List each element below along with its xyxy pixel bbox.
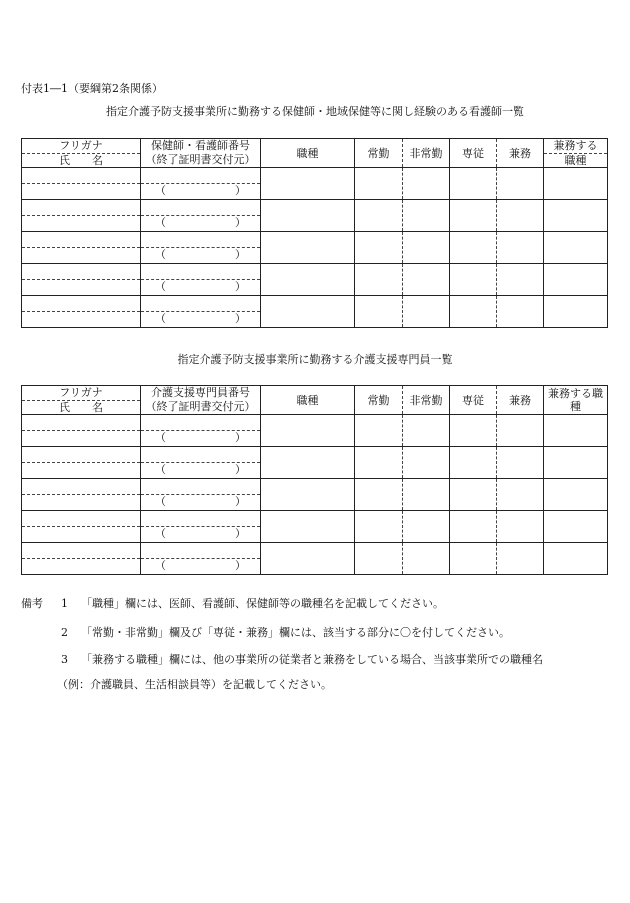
name-field[interactable] xyxy=(22,280,140,295)
table-row xyxy=(22,543,608,575)
name-field[interactable] xyxy=(22,248,140,263)
concurrent-header: 兼務 xyxy=(497,139,544,168)
name-field[interactable] xyxy=(22,216,140,231)
issuer-field[interactable] xyxy=(141,280,260,294)
paren-close: ） xyxy=(235,280,246,293)
part-time-field[interactable] xyxy=(403,511,450,543)
concurrent-field[interactable] xyxy=(497,479,544,511)
job-type-field[interactable] xyxy=(261,511,355,543)
other-job-field[interactable] xyxy=(544,296,608,328)
table-row xyxy=(22,296,608,328)
furigana-field[interactable] xyxy=(22,200,140,216)
note-1-number: 1 xyxy=(61,597,68,610)
table-row xyxy=(22,200,608,232)
job-type-field[interactable] xyxy=(261,447,355,479)
furigana-field[interactable] xyxy=(22,447,140,463)
name-field[interactable] xyxy=(22,527,140,542)
furigana-field[interactable] xyxy=(22,543,140,559)
paren-open: （ xyxy=(155,216,166,229)
paren-open: （ xyxy=(155,463,166,476)
name-field[interactable] xyxy=(22,559,140,574)
exclusive-header: 専従 xyxy=(450,139,497,168)
furigana-field[interactable] xyxy=(22,296,140,312)
full-time-field[interactable] xyxy=(355,200,403,232)
job-type-field[interactable] xyxy=(261,232,355,264)
exclusive-field[interactable] xyxy=(450,479,497,511)
issuer-field[interactable] xyxy=(141,431,260,445)
paren-open: （ xyxy=(155,248,166,261)
name-header: 氏 名 xyxy=(59,154,103,167)
exclusive-field[interactable] xyxy=(450,296,497,328)
full-time-field[interactable] xyxy=(355,232,403,264)
full-time-field[interactable] xyxy=(355,479,403,511)
name-header: 氏 名 xyxy=(59,401,103,414)
paren-close: ） xyxy=(235,184,246,197)
paren-close: ） xyxy=(235,463,246,476)
furigana-field[interactable] xyxy=(22,168,140,184)
table-row xyxy=(22,232,608,264)
issuer-field[interactable] xyxy=(141,527,260,541)
other-job-field[interactable] xyxy=(544,200,608,232)
issuer-field[interactable] xyxy=(141,184,260,198)
exclusive-field[interactable] xyxy=(450,168,497,200)
other-job-header-top: 兼務する xyxy=(544,139,607,154)
name-field[interactable] xyxy=(22,463,140,478)
paren-open: （ xyxy=(155,495,166,508)
exclusive-field[interactable] xyxy=(450,415,497,447)
furigana-field[interactable] xyxy=(22,479,140,495)
part-time-field[interactable] xyxy=(403,168,450,200)
name-field[interactable] xyxy=(22,495,140,510)
issuer-field[interactable] xyxy=(141,248,260,262)
license-number-field[interactable] xyxy=(141,200,260,216)
paren-open: （ xyxy=(155,184,166,197)
concurrent-field[interactable] xyxy=(497,264,544,296)
issuer-field[interactable] xyxy=(141,495,260,509)
paren-close: ） xyxy=(235,527,246,540)
name-field[interactable] xyxy=(22,184,140,199)
part-time-field[interactable] xyxy=(403,296,450,328)
issuer-field[interactable] xyxy=(141,559,260,573)
job-type-field[interactable] xyxy=(261,479,355,511)
job-type-field[interactable] xyxy=(261,415,355,447)
table-header-row xyxy=(22,386,608,415)
exclusive-field[interactable] xyxy=(450,543,497,575)
certificate-issuer-header: （終了証明書交付元） xyxy=(145,400,256,413)
paren-open: （ xyxy=(155,527,166,540)
concurrent-field[interactable] xyxy=(497,415,544,447)
license-number-field[interactable] xyxy=(141,447,260,463)
full-time-field[interactable] xyxy=(355,511,403,543)
paren-close: ） xyxy=(235,216,246,229)
table-row xyxy=(22,479,608,511)
concurrent-field[interactable] xyxy=(497,543,544,575)
concurrent-field[interactable] xyxy=(497,200,544,232)
table-header-row xyxy=(22,139,608,168)
exclusive-field[interactable] xyxy=(450,200,497,232)
exclusive-header: 専従 xyxy=(450,386,497,415)
concurrent-field[interactable] xyxy=(497,296,544,328)
table-row xyxy=(22,511,608,543)
care-manager-table xyxy=(21,385,608,575)
part-time-field[interactable] xyxy=(403,447,450,479)
job-type-header: 職種 xyxy=(261,386,355,415)
issuer-field[interactable] xyxy=(141,463,260,477)
exclusive-field[interactable] xyxy=(450,232,497,264)
job-type-field[interactable] xyxy=(261,264,355,296)
table2-title: 指定介護予防支援事業所に勤務する介護支援専門員一覧 xyxy=(177,353,453,366)
table-row xyxy=(22,264,608,296)
other-job-field[interactable] xyxy=(544,479,608,511)
paren-open: （ xyxy=(155,559,166,572)
exclusive-field[interactable] xyxy=(450,264,497,296)
form-label: 付表1―1（要綱第2条関係） xyxy=(21,82,163,95)
job-type-field[interactable] xyxy=(261,543,355,575)
full-time-field[interactable] xyxy=(355,415,403,447)
concurrent-header: 兼務 xyxy=(497,386,544,415)
license-number-field[interactable] xyxy=(141,264,260,280)
license-number-field[interactable] xyxy=(141,511,260,527)
concurrent-field[interactable] xyxy=(497,447,544,479)
furigana-field[interactable] xyxy=(22,232,140,248)
other-job-field[interactable] xyxy=(544,543,608,575)
full-time-field[interactable] xyxy=(355,168,403,200)
concurrent-field[interactable] xyxy=(497,168,544,200)
paren-close: ） xyxy=(235,431,246,444)
manager-number-header: 介護支援専門員番号 xyxy=(151,386,250,399)
name-field[interactable] xyxy=(22,431,140,446)
full-time-header: 常勤 xyxy=(355,139,403,168)
full-time-field[interactable] xyxy=(355,264,403,296)
certificate-issuer-header: （終了証明書交付元） xyxy=(145,153,256,166)
paren-close: ） xyxy=(235,559,246,572)
license-number-field[interactable] xyxy=(141,232,260,248)
furigana-header: フリガナ xyxy=(22,386,140,401)
other-job-field[interactable] xyxy=(544,447,608,479)
paren-open: （ xyxy=(155,312,166,325)
license-number-header: 保健師・看護師番号 xyxy=(151,139,250,152)
part-time-field[interactable] xyxy=(403,232,450,264)
concurrent-field[interactable] xyxy=(497,232,544,264)
name-field[interactable] xyxy=(22,312,140,327)
part-time-header: 非常勤 xyxy=(403,139,450,168)
other-job-field[interactable] xyxy=(544,264,608,296)
furigana-field[interactable] xyxy=(22,264,140,280)
furigana-field[interactable] xyxy=(22,415,140,431)
concurrent-field[interactable] xyxy=(497,511,544,543)
full-time-field[interactable] xyxy=(355,543,403,575)
note-3-number: 3 xyxy=(61,653,68,666)
other-job-field[interactable] xyxy=(544,511,608,543)
table-row xyxy=(22,168,608,200)
table-row xyxy=(22,415,608,447)
paren-close: ） xyxy=(235,248,246,261)
paren-close: ） xyxy=(235,495,246,508)
note-3-text: 「兼務する職種」欄には、他の事業所の従業者と兼務をしている場合、当該事業所での職種名 xyxy=(81,653,543,666)
issuer-field[interactable] xyxy=(141,216,260,230)
other-job-field[interactable] xyxy=(544,232,608,264)
license-number-field[interactable] xyxy=(141,479,260,495)
other-job-header: 兼務する職種 xyxy=(544,386,608,415)
full-time-header: 常勤 xyxy=(355,386,403,415)
part-time-field[interactable] xyxy=(403,479,450,511)
issuer-field[interactable] xyxy=(141,312,260,326)
part-time-field[interactable] xyxy=(403,200,450,232)
table1-title: 指定介護予防支援事業所に勤務する保健師・地域保健等に関し経験のある看護師一覧 xyxy=(106,105,524,118)
paren-open: （ xyxy=(155,431,166,444)
exclusive-field[interactable] xyxy=(450,511,497,543)
license-number-field[interactable] xyxy=(141,415,260,431)
note-2-text: 「常勤・非常勤」欄及び「専従・兼務」欄には、該当する部分に〇を付してください。 xyxy=(81,626,510,639)
note-3-continuation: （例：介護職員、生活相談員等）を記載してください。 xyxy=(57,678,332,691)
job-type-field[interactable] xyxy=(261,200,355,232)
note-2-number: 2 xyxy=(61,626,68,639)
exclusive-field[interactable] xyxy=(450,447,497,479)
notes-label: 備考 xyxy=(21,597,43,610)
part-time-header: 非常勤 xyxy=(403,386,450,415)
furigana-header: フリガナ xyxy=(22,139,140,154)
nurse-table xyxy=(21,138,608,328)
job-type-field[interactable] xyxy=(261,168,355,200)
license-number-field[interactable] xyxy=(141,296,260,312)
job-type-field[interactable] xyxy=(261,296,355,328)
job-type-header: 職種 xyxy=(261,139,355,168)
note-1-text: 「職種」欄には、医師、看護師、保健師等の職種名を記載してください。 xyxy=(81,597,444,610)
part-time-field[interactable] xyxy=(403,264,450,296)
part-time-field[interactable] xyxy=(403,543,450,575)
other-job-field[interactable] xyxy=(544,415,608,447)
furigana-field[interactable] xyxy=(22,511,140,527)
full-time-field[interactable] xyxy=(355,447,403,479)
other-job-field[interactable] xyxy=(544,168,608,200)
paren-open: （ xyxy=(155,280,166,293)
license-number-field[interactable] xyxy=(141,543,260,559)
part-time-field[interactable] xyxy=(403,415,450,447)
table-row xyxy=(22,447,608,479)
other-job-header-bottom: 職種 xyxy=(564,154,587,167)
paren-close: ） xyxy=(235,312,246,325)
license-number-field[interactable] xyxy=(141,168,260,184)
full-time-field[interactable] xyxy=(355,296,403,328)
